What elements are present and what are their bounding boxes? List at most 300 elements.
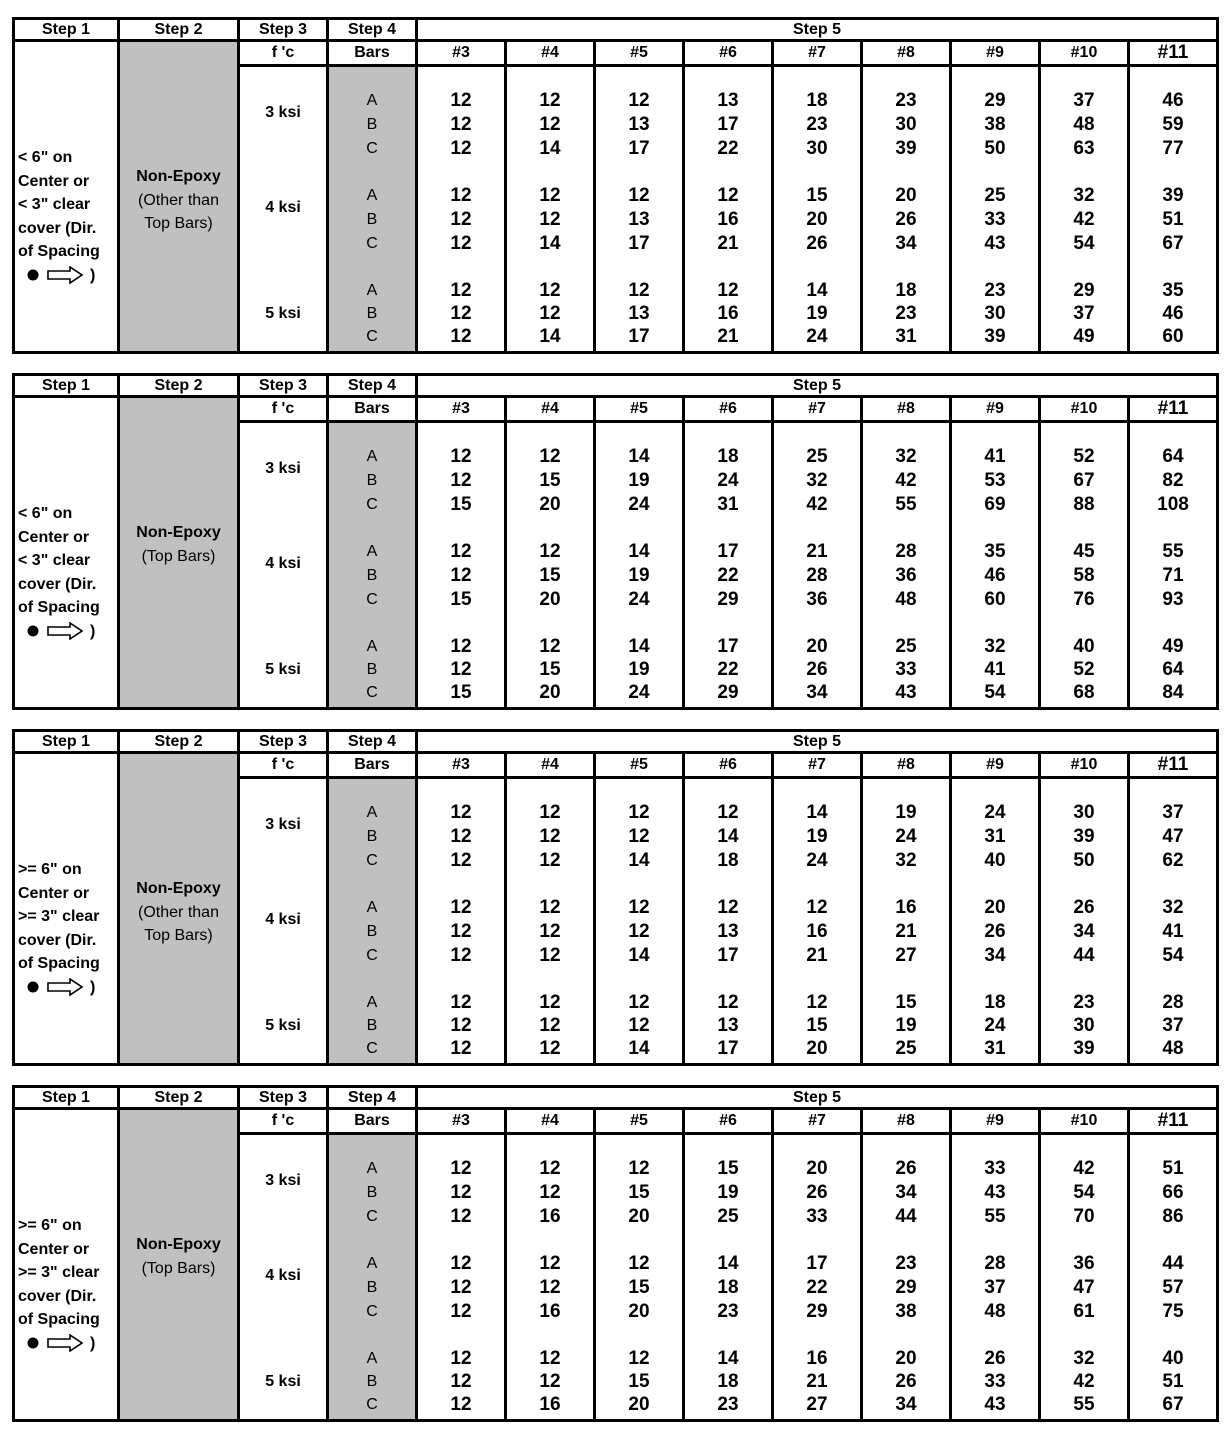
fc-cell (240, 779, 329, 1063)
bar-size-column (685, 754, 774, 1063)
bar-position-line: (Other than (138, 191, 219, 209)
development-length-value: 88 (1073, 494, 1095, 515)
step5-header: Step 5 (418, 20, 1216, 42)
bar-class-label: C (366, 496, 378, 513)
development-length-value: 12 (539, 1277, 561, 1298)
development-length-value: 43 (984, 233, 1006, 254)
bar-size-column (774, 754, 863, 1063)
bar-size-header: #4 (507, 398, 593, 423)
bar-class-label: C (366, 947, 378, 964)
step1-header: Step 1 (15, 732, 120, 754)
development-length-value: 14 (539, 138, 561, 159)
development-length-value: 39 (895, 138, 917, 159)
development-length-value: 12 (539, 826, 561, 847)
development-length-value: 30 (895, 114, 917, 135)
development-length-value: 20 (628, 1301, 650, 1322)
bar-size-column (863, 398, 952, 707)
development-length-value: 41 (1162, 921, 1184, 942)
development-length-value: 57 (1162, 1277, 1184, 1298)
development-length-value: 12 (628, 90, 650, 111)
development-length-value: 17 (717, 114, 739, 135)
bar-size-column (1130, 42, 1216, 351)
spacing-cell (15, 398, 120, 707)
bar-size-column (1130, 1110, 1216, 1419)
development-length-value: 12 (628, 897, 650, 918)
bar-size-column (418, 1110, 507, 1419)
development-length-value: 37 (1162, 802, 1184, 823)
concrete-strength: 3 ksi (265, 1172, 301, 1189)
block-separator (12, 354, 1219, 373)
spacing-line: of Spacing (18, 599, 100, 616)
bar-size-column (685, 1110, 774, 1419)
development-length-value: 21 (717, 326, 739, 347)
bar-size-column (507, 398, 596, 707)
development-length-value: 16 (806, 921, 828, 942)
development-length-value: 12 (450, 992, 472, 1013)
spacing-description (18, 146, 100, 287)
bar-size-column (507, 42, 596, 351)
bar-size-header: #10 (1041, 754, 1127, 779)
coating-label: Non-Epoxy (136, 168, 221, 185)
development-length-value: 20 (806, 209, 828, 230)
development-length-value: 26 (1073, 897, 1095, 918)
dot-arrow-right-icon (26, 266, 90, 284)
coating-cell (120, 1110, 240, 1419)
development-length-value: 15 (539, 659, 561, 680)
development-length-value: 52 (1073, 659, 1095, 680)
development-length-value: 37 (1073, 90, 1095, 111)
bar-size-column (418, 42, 507, 351)
development-length-value: 16 (539, 1206, 561, 1227)
development-length-value: 24 (806, 850, 828, 871)
development-length-value: 12 (539, 1038, 561, 1059)
development-length-value: 12 (450, 209, 472, 230)
development-length-value: 32 (984, 636, 1006, 657)
step2-header: Step 2 (120, 376, 240, 398)
development-length-value: 12 (628, 1158, 650, 1179)
development-length-value: 42 (1073, 1371, 1095, 1392)
development-length-value: 12 (717, 802, 739, 823)
step1-header: Step 1 (15, 376, 120, 398)
development-length-value: 26 (895, 209, 917, 230)
step2-header: Step 2 (120, 732, 240, 754)
development-length-value: 43 (984, 1182, 1006, 1203)
development-length-value: 12 (450, 303, 472, 324)
development-length-value: 12 (806, 897, 828, 918)
development-length-value: 23 (984, 280, 1006, 301)
bar-size-header: #4 (507, 42, 593, 67)
development-length-value: 12 (539, 897, 561, 918)
development-length-value: 71 (1162, 565, 1184, 586)
development-length-value: 12 (539, 209, 561, 230)
development-length-value: 54 (1162, 945, 1184, 966)
development-length-value: 46 (984, 565, 1006, 586)
development-length-value: 18 (717, 446, 739, 467)
development-length-value: 12 (539, 541, 561, 562)
development-length-value: 21 (806, 541, 828, 562)
bar-position-line: (Top Bars) (141, 1259, 216, 1277)
development-length-value: 23 (717, 1394, 739, 1415)
bar-size-column (1041, 42, 1130, 351)
step3-header: Step 3 (240, 732, 329, 754)
development-length-value: 33 (895, 659, 917, 680)
bar-size-column (596, 1110, 685, 1419)
bar-size-header: #8 (863, 42, 949, 67)
bar-class-label: A (366, 282, 378, 299)
development-length-value: 34 (895, 233, 917, 254)
spacing-description (18, 858, 100, 999)
spacing-cell (15, 754, 120, 1063)
development-length-value: 15 (806, 185, 828, 206)
development-length-value: 20 (628, 1206, 650, 1227)
development-length-value: 12 (450, 446, 472, 467)
development-length-value: 12 (450, 470, 472, 491)
development-length-value: 22 (717, 659, 739, 680)
bar-size-column (774, 1110, 863, 1419)
development-length-value: 34 (984, 945, 1006, 966)
development-length-value: 14 (628, 945, 650, 966)
development-length-value: 75 (1162, 1301, 1184, 1322)
development-length-value: 67 (1073, 470, 1095, 491)
development-length-value: 12 (450, 826, 472, 847)
development-length-value: 16 (717, 209, 739, 230)
development-length-value: 20 (895, 1348, 917, 1369)
development-length-value: 15 (628, 1182, 650, 1203)
development-length-value: 44 (1162, 1253, 1184, 1274)
development-length-value: 15 (450, 589, 472, 610)
development-length-value: 40 (1162, 1348, 1184, 1369)
concrete-strength: 3 ksi (265, 104, 301, 121)
bar-size-column (952, 1110, 1041, 1419)
development-length-value: 19 (717, 1182, 739, 1203)
development-length-value: 12 (628, 1253, 650, 1274)
bar-size-header: #8 (863, 398, 949, 423)
development-length-value: 48 (1162, 1038, 1184, 1059)
development-length-value: 20 (806, 1158, 828, 1179)
coating-description (120, 877, 237, 948)
development-length-value: 14 (628, 636, 650, 657)
fc-header: f 'c (240, 42, 329, 67)
bar-size-column (1130, 754, 1216, 1063)
bar-size-header: #9 (952, 1110, 1038, 1135)
bar-size-column (863, 42, 952, 351)
development-length-value: 23 (1073, 992, 1095, 1013)
spacing-line: >= 3" clear (18, 908, 100, 925)
development-length-value: 12 (450, 138, 472, 159)
spacing-line: Center or (18, 884, 90, 902)
fc-cell (240, 67, 329, 351)
development-length-value: 70 (1073, 1206, 1095, 1227)
step5-header: Step 5 (418, 732, 1216, 754)
development-length-value: 17 (628, 233, 650, 254)
development-length-value: 12 (450, 1158, 472, 1179)
development-length-value: 55 (984, 1206, 1006, 1227)
spacing-line: Center or (18, 1240, 90, 1258)
development-length-value: 20 (984, 897, 1006, 918)
development-length-value: 48 (895, 589, 917, 610)
step5-header: Step 5 (418, 1088, 1216, 1110)
development-length-value: 28 (806, 565, 828, 586)
development-length-value: 26 (806, 659, 828, 680)
development-length-value: 18 (806, 90, 828, 111)
development-length-value: 43 (895, 682, 917, 703)
development-length-value: 26 (984, 1348, 1006, 1369)
fc-cell (240, 423, 329, 707)
bar-class-label: C (366, 1396, 378, 1413)
development-length-value: 31 (984, 1038, 1006, 1059)
development-length-value: 24 (895, 826, 917, 847)
bar-class-label: A (366, 899, 378, 916)
development-length-value: 66 (1162, 1182, 1184, 1203)
bar-class-label: A (366, 1255, 378, 1272)
development-length-value: 23 (895, 1253, 917, 1274)
development-length-value: 15 (806, 1015, 828, 1036)
development-length-value: 12 (539, 992, 561, 1013)
development-length-value: 12 (539, 446, 561, 467)
development-length-value: 26 (806, 1182, 828, 1203)
step2-header: Step 2 (120, 20, 240, 42)
spacing-line: of Spacing (18, 1311, 100, 1328)
development-length-value: 15 (628, 1277, 650, 1298)
bar-size-header: #4 (507, 754, 593, 779)
development-length-value: 31 (984, 826, 1006, 847)
development-length-value: 32 (806, 470, 828, 491)
development-length-value: 12 (450, 659, 472, 680)
development-length-value: 30 (806, 138, 828, 159)
development-length-value: 41 (984, 446, 1006, 467)
spacing-line: >= 3" clear (18, 1264, 100, 1281)
development-length-value: 14 (628, 446, 650, 467)
development-length-value: 40 (1073, 636, 1095, 657)
development-length-value: 12 (717, 280, 739, 301)
development-length-value: 12 (539, 921, 561, 942)
development-length-value: 55 (1162, 541, 1184, 562)
bar-size-header: #11 (1130, 754, 1216, 779)
development-length-value: 59 (1162, 114, 1184, 135)
coating-label: Non-Epoxy (136, 1236, 221, 1253)
development-length-value: 33 (984, 1371, 1006, 1392)
development-length-value: 30 (1073, 1015, 1095, 1036)
bar-size-column (507, 754, 596, 1063)
development-length-value: 39 (1073, 1038, 1095, 1059)
development-length-value: 19 (895, 1015, 917, 1036)
development-length-value: 24 (717, 470, 739, 491)
development-length-value: 29 (717, 589, 739, 610)
bar-size-column (1041, 1110, 1130, 1419)
bar-size-column (596, 398, 685, 707)
development-length-value: 82 (1162, 470, 1184, 491)
development-length-value: 22 (717, 138, 739, 159)
table-block (12, 373, 1219, 710)
bar-size-header: #6 (685, 1110, 771, 1135)
concrete-strength: 4 ksi (265, 555, 301, 572)
development-length-value: 64 (1162, 659, 1184, 680)
bar-size-column (685, 42, 774, 351)
development-length-value: 67 (1162, 233, 1184, 254)
development-length-value: 51 (1162, 209, 1184, 230)
development-length-value: 14 (806, 280, 828, 301)
development-length-value: 32 (895, 850, 917, 871)
development-length-value: 14 (806, 802, 828, 823)
development-length-value: 12 (628, 185, 650, 206)
bar-size-column (863, 1110, 952, 1419)
development-length-value: 12 (450, 1253, 472, 1274)
development-length-value: 28 (984, 1253, 1006, 1274)
development-length-value: 39 (1162, 185, 1184, 206)
development-length-value: 42 (1073, 209, 1095, 230)
development-length-value: 18 (895, 280, 917, 301)
development-length-value: 24 (984, 802, 1006, 823)
bar-size-header: #11 (1130, 398, 1216, 423)
spacing-cell (15, 42, 120, 351)
development-length-value: 29 (806, 1301, 828, 1322)
development-length-value: 26 (895, 1158, 917, 1179)
bar-size-column (418, 398, 507, 707)
development-length-value: 60 (984, 589, 1006, 610)
fc-header: f 'c (240, 398, 329, 423)
bar-size-header: #11 (1130, 42, 1216, 67)
development-length-value: 12 (450, 1015, 472, 1036)
bar-class-label: B (366, 828, 378, 845)
bar-size-header: #3 (418, 398, 504, 423)
bar-size-column (952, 754, 1041, 1063)
development-length-value: 12 (450, 541, 472, 562)
spacing-line: of Spacing (18, 243, 100, 260)
spacing-direction-line (18, 1332, 100, 1356)
development-length-value: 12 (539, 636, 561, 657)
development-length-value: 19 (895, 802, 917, 823)
development-length-value: 27 (895, 945, 917, 966)
step4-header: Step 4 (329, 732, 418, 754)
development-length-value: 12 (628, 1015, 650, 1036)
bar-class-label: B (366, 923, 378, 940)
spacing-close-paren: ) (90, 1334, 96, 1352)
development-length-value: 15 (450, 494, 472, 515)
development-length-value: 47 (1162, 826, 1184, 847)
spacing-line: >= 6" on (18, 1217, 82, 1234)
spacing-line: >= 6" on (18, 861, 82, 878)
dot-arrow-right-icon (26, 622, 90, 640)
dot-arrow-right-icon (26, 1334, 90, 1352)
development-length-value: 16 (539, 1301, 561, 1322)
development-length-value: 15 (895, 992, 917, 1013)
development-length-value: 44 (1073, 945, 1095, 966)
development-length-value: 51 (1162, 1158, 1184, 1179)
development-length-value: 12 (717, 992, 739, 1013)
bar-position-line: Top Bars) (144, 215, 213, 232)
table-block (12, 729, 1219, 1066)
spacing-line: < 3" clear (18, 196, 91, 213)
development-length-value: 84 (1162, 682, 1184, 703)
bars-cell (329, 779, 418, 1063)
development-length-tables (12, 17, 1219, 1422)
dot-arrow-right-icon (26, 978, 90, 996)
bar-class-label: B (366, 1279, 378, 1296)
development-length-value: 33 (984, 209, 1006, 230)
bar-size-column (418, 754, 507, 1063)
development-length-value: 37 (1162, 1015, 1184, 1036)
bar-size-header: #7 (774, 398, 860, 423)
bar-class-label: B (366, 1373, 378, 1390)
development-length-value: 42 (895, 470, 917, 491)
bars-cell (329, 423, 418, 707)
development-length-value: 36 (806, 589, 828, 610)
bar-size-header: #11 (1130, 1110, 1216, 1135)
development-length-value: 58 (1073, 565, 1095, 586)
bar-size-header: #5 (596, 1110, 682, 1135)
development-length-value: 19 (628, 470, 650, 491)
development-length-value: 32 (1162, 897, 1184, 918)
development-length-value: 50 (984, 138, 1006, 159)
development-length-value: 63 (1073, 138, 1095, 159)
bar-size-header: #4 (507, 1110, 593, 1135)
development-length-value: 12 (450, 1348, 472, 1369)
development-length-value: 34 (895, 1394, 917, 1415)
development-length-value: 20 (806, 1038, 828, 1059)
spacing-line: cover (Dir. (18, 575, 97, 593)
bar-size-column (1041, 754, 1130, 1063)
bar-size-header: #8 (863, 754, 949, 779)
development-length-value: 30 (984, 303, 1006, 324)
spacing-cell (15, 1110, 120, 1419)
bar-class-label: B (366, 305, 378, 322)
bar-class-label: B (366, 211, 378, 228)
development-length-value: 29 (984, 90, 1006, 111)
development-length-value: 42 (1073, 1158, 1095, 1179)
fc-cell (240, 1135, 329, 1419)
development-length-value: 20 (539, 589, 561, 610)
development-length-value: 12 (539, 850, 561, 871)
development-length-value: 25 (895, 636, 917, 657)
bar-size-header: #6 (685, 42, 771, 67)
concrete-strength: 4 ksi (265, 1267, 301, 1284)
bars-header: Bars (329, 42, 418, 67)
development-length-value: 24 (984, 1015, 1006, 1036)
development-length-value: 15 (450, 682, 472, 703)
step4-header: Step 4 (329, 376, 418, 398)
bar-size-header: #3 (418, 754, 504, 779)
bar-class-label: A (366, 187, 378, 204)
development-length-value: 14 (717, 1348, 739, 1369)
concrete-strength: 5 ksi (265, 661, 301, 678)
bar-size-column (774, 42, 863, 351)
table-block (12, 1085, 1219, 1422)
development-length-value: 35 (984, 541, 1006, 562)
development-length-value: 49 (1073, 326, 1095, 347)
development-length-value: 15 (539, 470, 561, 491)
coating-label: Non-Epoxy (136, 524, 221, 541)
development-length-value: 25 (895, 1038, 917, 1059)
bar-class-label: B (366, 472, 378, 489)
development-length-value: 19 (806, 303, 828, 324)
development-length-value: 18 (717, 1371, 739, 1392)
development-length-value: 61 (1073, 1301, 1095, 1322)
step3-header: Step 3 (240, 1088, 329, 1110)
development-length-value: 21 (806, 1371, 828, 1392)
bar-size-column (596, 754, 685, 1063)
development-length-value: 12 (717, 185, 739, 206)
development-length-value: 46 (1162, 303, 1184, 324)
development-length-value: 12 (450, 1301, 472, 1322)
spacing-line: of Spacing (18, 955, 100, 972)
bar-size-header: #3 (418, 1110, 504, 1135)
development-length-value: 24 (628, 494, 650, 515)
bar-class-label: A (366, 1160, 378, 1177)
development-length-value: 64 (1162, 446, 1184, 467)
development-length-value: 62 (1162, 850, 1184, 871)
development-length-value: 52 (1073, 446, 1095, 467)
spacing-line: < 6" on (18, 149, 73, 166)
